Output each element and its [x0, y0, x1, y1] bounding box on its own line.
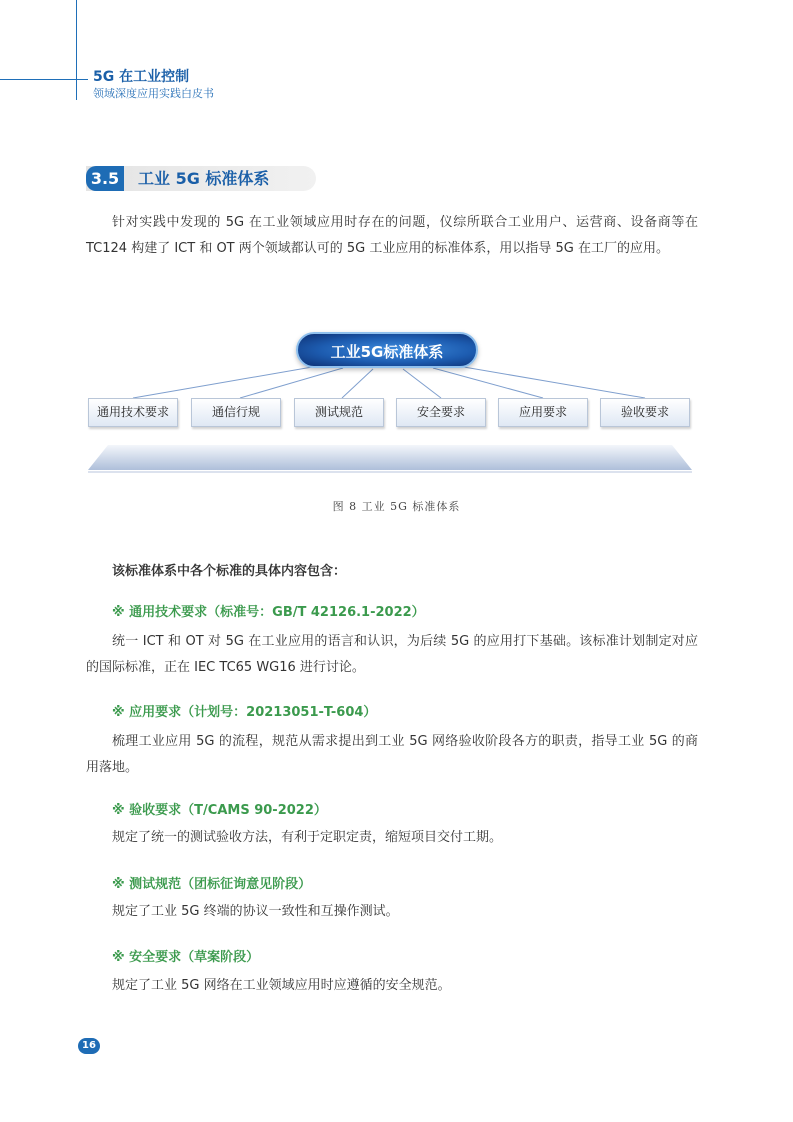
diagram-node-general-tech: 通用技术要求 [88, 398, 178, 427]
item-heading-application: ※ 应用要求（计划号：20213051-T-604） [112, 705, 377, 720]
header-vertical-rule [76, 0, 77, 100]
diagram-node-application: 应用要求 [498, 398, 588, 427]
list-lead: 该标准体系中各个标准的具体内容包含： [112, 564, 347, 579]
diagram-node-comm-rules: 通信行规 [191, 398, 281, 427]
header-title: 5G 在工业控制 [93, 69, 190, 85]
connector-4 [403, 369, 441, 398]
connector-2 [240, 368, 343, 398]
item-body-general-tech: 统一 ICT 和 OT 对 5G 在工业应用的语言和认识，为后续 5G 的应用打下基础。该标准计划制定对应的国际标准，正在 IEC TC65 WG16 进行讨论。 [86, 634, 698, 675]
item-heading-security: ※ 安全要求（草案阶段） [112, 950, 260, 965]
diagram-root-node: 工业5G标准体系 [296, 332, 478, 368]
diagram-node-security: 安全要求 [396, 398, 486, 427]
header-subtitle: 领域深度应用实践白皮书 [93, 87, 214, 100]
intro-paragraph: 针对实践中发现的 5G 在工业领域应用时存在的问题，仪综所联合工业用户、运营商、设备商等在 TC124 构建了 ICT 和 OT 两个领域都认可的 5G 工业应用的标准体系，用以指导 5G 在工厂的应用。 [86, 215, 698, 256]
item-body-security: 规定了工业 5G 网络在工业领域应用时应遵循的安全规范。 [112, 978, 451, 993]
item-heading-general-tech: ※ 通用技术要求（标准号：GB/T 42126.1-2022） [112, 605, 425, 620]
diagram-node-test-spec: 测试规范 [294, 398, 384, 427]
item-body-acceptance: 规定了统一的测试验收方法，有利于定职定责，缩短项目交付工期。 [112, 830, 503, 845]
item-body-application: 梳理工业应用 5G 的流程，规范从需求提出到工业 5G 网络验收阶段各方的职责，指导工业 5G 的商用落地。 [86, 734, 698, 775]
item-heading-acceptance: ※ 验收要求（T/CAMS 90-2022） [112, 803, 327, 818]
standards-diagram [88, 330, 692, 475]
connector-lines [133, 366, 645, 398]
item-body-test-spec: 规定了工业 5G 终端的协议一致性和互操作测试。 [112, 904, 399, 919]
section-title: 工业 5G 标准体系 [138, 169, 270, 188]
figure-caption: 图 8 工业 5G 标准体系 [332, 500, 461, 513]
item-heading-test-spec: ※ 测试规范（团标征询意见阶段） [112, 877, 312, 892]
connector-5 [433, 368, 543, 398]
connector-1 [133, 366, 318, 398]
page-number: 16 [78, 1038, 100, 1054]
section-number: 3.5 [86, 166, 124, 191]
connector-3 [342, 369, 373, 398]
diagram-base-platform [88, 445, 692, 470]
diagram-node-acceptance: 验收要求 [600, 398, 690, 427]
header-horizontal-rule [0, 79, 88, 80]
